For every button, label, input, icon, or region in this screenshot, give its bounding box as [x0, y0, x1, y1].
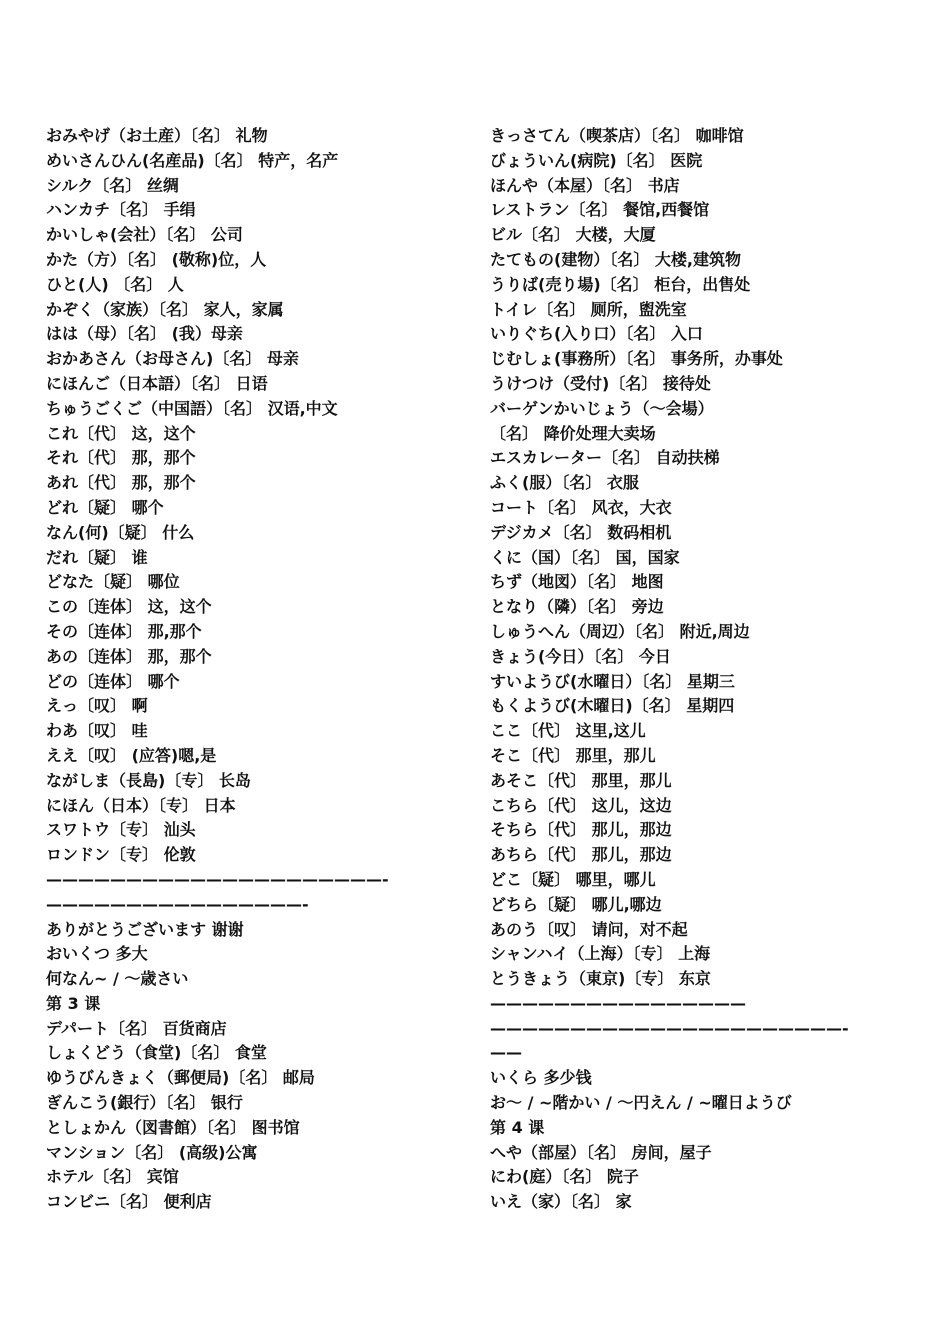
vocab-entry: わあ〔叹〕 哇 [46, 721, 148, 741]
vocab-entry: いくら 多少钱 [490, 1068, 592, 1088]
vocab-entry: デパート〔名〕 百货商店 [46, 1018, 227, 1038]
vocab-entry: とうきょう（東京)〔专〕 东京 [490, 969, 711, 989]
vocab-entry: どれ〔疑〕 哪个 [46, 497, 164, 517]
vocab-entry: にほん（日本）〔专〕 日本 [46, 795, 236, 815]
vocab-entry: お～ / ~階かい / ～円えん / ~曜日ようび [490, 1093, 792, 1113]
vocab-entry: スワトウ〔专〕 汕头 [46, 820, 196, 840]
vocab-entry: こちら〔代〕 这儿，这边 [490, 795, 672, 815]
vocab-entry: あれ〔代〕 那，那个 [46, 473, 196, 493]
vocab-entry: かぞく（家族）〔名〕 家人，家属 [46, 299, 284, 319]
vocab-entry: となり（隣）〔名〕 旁边 [490, 597, 664, 617]
lesson-heading: 第 3 课 [46, 993, 101, 1013]
vocab-entry: めいさんひん(名産品)〔名〕 特产，名产 [46, 150, 339, 170]
vocab-entry: じむしょ(事務所）〔名〕 事务所，办事处 [490, 349, 783, 369]
vocab-entry: うりば(売り場)〔名〕 柜台，出售处 [490, 274, 751, 294]
lesson-heading: 第 4 课 [490, 1117, 545, 1137]
vocab-entry: ロンドン〔专〕 伦敦 [46, 845, 196, 865]
vocab-entry: シルク〔名〕 丝绸 [46, 175, 179, 195]
vocab-entry: おいくつ 多大 [46, 944, 148, 964]
vocab-entry: えっ〔叹〕 啊 [46, 696, 148, 716]
vocab-entry: ゆうびんきょく（郵便局)〔名〕 邮局 [46, 1068, 315, 1088]
left-column [46, 124, 466, 1215]
vocab-entry: かいしゃ(会社）〔名〕 公司 [46, 225, 243, 245]
vocab-entry: びょういん(病院)〔名〕 医院 [490, 150, 703, 170]
vocab-entry: かた（方）〔名〕 (敬称)位，人 [46, 249, 267, 269]
vocab-entry: おかあさん（お母さん)〔名〕 母亲 [46, 349, 299, 369]
vocab-entry: コート〔名〕 风衣，大衣 [490, 497, 672, 517]
vocab-entry: ホテル〔名〕 宾馆 [46, 1167, 179, 1187]
vocab-entry: はは（母）〔名〕 (我）母亲 [46, 324, 243, 344]
vocab-entry: コンビニ〔名〕 便利店 [46, 1192, 212, 1212]
vocab-entry: バーゲンかいじょう（～会場） [490, 398, 714, 418]
vocab-entry: シャンハイ（上海）〔专〕 上海 [490, 944, 711, 964]
vocab-entry: あのう〔叹〕 请问，对不起 [490, 919, 688, 939]
vocab-entry: おみやげ（お土産）〔名〕 礼物 [46, 126, 268, 145]
vocab-entry: へや（部屋）〔名〕 房间，屋子 [490, 1142, 712, 1162]
vocab-entry: ちず（地図）〔名〕 地图 [490, 572, 664, 592]
vocab-entry: いえ（家）〔名〕 家 [490, 1192, 632, 1212]
vocab-entry: マンション〔名〕 (高级)公寓 [46, 1142, 258, 1162]
vocab-entry: 何なん~ / ～歳さい [46, 969, 189, 989]
vocab-entry: あちら〔代〕 那儿，那边 [490, 845, 672, 865]
vocab-entry: しょくどう（食堂)〔名〕 食堂 [46, 1043, 267, 1063]
vocab-entry: トイレ〔名〕 厕所，盥洗室 [490, 299, 687, 319]
vocab-entry: ちゅうごくご（中国語）〔名〕 汉语,中文 [46, 398, 338, 418]
vocab-entry: そこ〔代〕 那里，那儿 [490, 745, 656, 765]
vocab-entry: ぎんこう(銀行）〔名〕 银行 [46, 1093, 243, 1113]
vocab-entry: その〔连体〕 那,那个 [46, 621, 202, 641]
vocab-entry: だれ〔疑〕 谁 [46, 547, 148, 567]
vocab-entry: ほんや（本屋）〔名〕 书店 [490, 175, 680, 195]
vocab-entry: これ〔代〕 这，这个 [46, 423, 196, 443]
separator-line: ————————————————- [46, 894, 309, 914]
vocab-entry: もくようび(木曜日)〔名〕 星期四 [490, 696, 735, 716]
vocab-entry: それ〔代〕 那，那个 [46, 448, 196, 468]
vocab-entry: ビル〔名〕 大楼，大厦 [490, 225, 656, 245]
vocab-entry: すいようび(水曜日）〔名〕 星期三 [490, 671, 735, 691]
vocab-entry: エスカレーター〔名〕 自动扶梯 [490, 448, 720, 468]
vocab-entry: どこ〔疑〕 哪里，哪儿 [490, 869, 656, 889]
vocab-entry: ひと(人) 〔名〕 人 [46, 274, 184, 294]
vocab-entry: どなた〔疑〕 哪位 [46, 572, 180, 592]
vocab-entry: いりぐち(入り口）〔名〕 入口 [490, 324, 703, 344]
separator-line: —— [490, 1043, 522, 1063]
vocab-entry: きっさてん（喫茶店）〔名〕 咖啡馆 [490, 126, 744, 145]
vocab-entry: そちら〔代〕 那儿，那边 [490, 820, 672, 840]
vocab-entry: デジカメ〔名〕 数码相机 [490, 522, 672, 542]
vocab-entry: ハンカチ〔名〕 手绢 [46, 200, 196, 220]
vocab-entry: どの〔连体〕 哪个 [46, 671, 180, 691]
separator-line: ——————————————————————- [490, 1018, 849, 1038]
vocab-entry: うけつけ（受付)〔名〕 接待处 [490, 373, 711, 393]
vocab-entry: ながしま（長島)〔专〕 长岛 [46, 770, 251, 790]
vocab-entry: ええ〔叹〕 (应答)嗯,是 [46, 745, 217, 765]
vocab-entry: にほんご（日本語）〔名〕 日语 [46, 373, 268, 393]
vocab-entry: くに（国）〔名〕 国，国家 [490, 547, 680, 567]
separator-line: —————————————————————- [46, 869, 389, 889]
vocab-entry: レストラン〔名〕 餐馆,西餐馆 [490, 200, 710, 220]
vocab-entry: あそこ〔代〕 那里，那儿 [490, 770, 672, 790]
separator-line: ———————————————— [490, 993, 746, 1013]
vocab-entry: としょかん（図書館）〔名〕 图书馆 [46, 1117, 300, 1137]
vocab-entry: 〔名〕 降价处理大卖场 [490, 423, 656, 443]
vocab-entry: きょう(今日）〔名〕 今日 [490, 646, 671, 666]
vocab-entry: しゅうへん（周辺）〔名〕 附近,周边 [490, 621, 750, 641]
vocab-entry: あの〔连体〕 那，那个 [46, 646, 212, 666]
vocab-entry: ありがとうございます 谢谢 [46, 919, 244, 939]
vocab-entry: この〔连体〕 这，这个 [46, 597, 212, 617]
vocab-entry: たてもの(建物）〔名〕 大楼,建筑物 [490, 249, 741, 269]
vocab-entry: ふく(服）〔名〕 衣服 [490, 473, 639, 493]
vocab-entry: なん(何)〔疑〕 什么 [46, 522, 195, 542]
right-column [490, 124, 930, 1215]
vocab-entry: にわ(庭）〔名〕 院子 [490, 1167, 639, 1187]
vocab-entry: ここ〔代〕 这里,这儿 [490, 721, 646, 741]
vocab-entry: どちら〔疑〕 哪儿,哪边 [490, 894, 662, 914]
